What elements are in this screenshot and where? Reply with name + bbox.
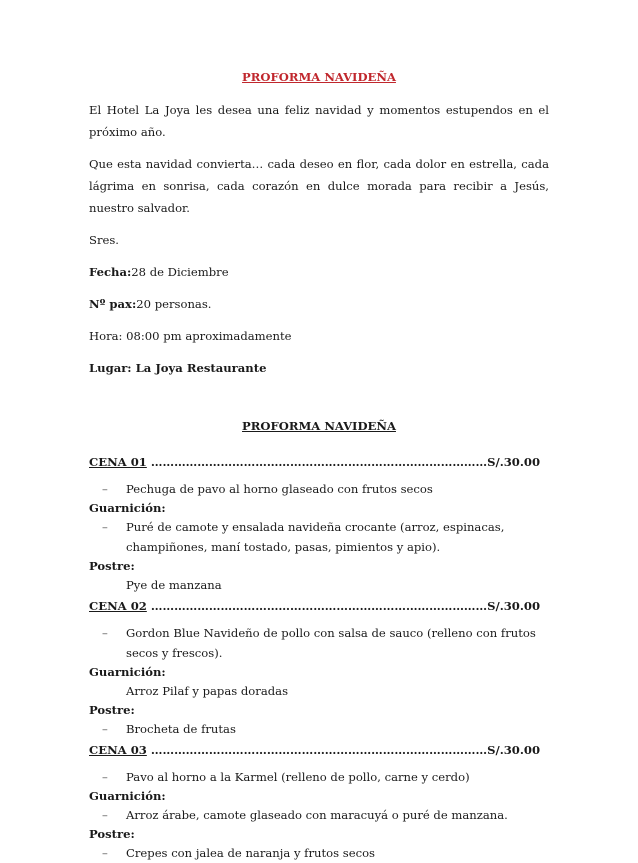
- menu-title: PROFORMA NAVIDEÑA: [242, 419, 396, 433]
- pax-value: 20 personas.: [136, 297, 212, 311]
- dash-marker: –: [102, 520, 108, 534]
- dash-marker: –: [102, 626, 108, 640]
- guarnicion-text: Arroz árabe, camote glaseado con maracuyá o puré de manzana.: [126, 808, 508, 822]
- fecha-label: Fecha:: [89, 265, 132, 279]
- cena-heading: [89, 451, 549, 473]
- cena-price: S/.30.00: [487, 743, 541, 757]
- lugar-line: Lugar: La Joya Restaurante: [89, 361, 267, 375]
- fecha-line: [89, 261, 549, 283]
- fecha-value: 28 de Diciembre: [131, 265, 229, 279]
- cena-main-dish: [89, 767, 549, 787]
- postre-text: Brocheta de frutas: [126, 722, 236, 736]
- cena-main-dish: [89, 623, 549, 663]
- greeting: Sres.: [89, 233, 119, 247]
- postre-label: Postre:: [89, 827, 135, 841]
- cena-name: CENA 03: [89, 743, 147, 757]
- dish-text: Gordon Blue Navideño de pollo con salsa de sauco (relleno con frutos secos y frescos).: [126, 626, 536, 660]
- postre-text: Crepes con jalea de naranja y frutos secos: [126, 846, 375, 860]
- pax-label: Nº pax:: [89, 297, 137, 311]
- dash-marker: –: [102, 770, 108, 784]
- cena-postre: [89, 843, 549, 863]
- cena-postre: [89, 719, 549, 739]
- cena-guarnicion: [89, 805, 549, 825]
- postre-label: Postre:: [89, 703, 135, 717]
- dish-text: Pechuga de pavo al horno glaseado con frutos secos: [126, 482, 433, 496]
- cena-guarnicion: [89, 517, 549, 557]
- intro-paragraph-1: El Hotel La Joya les desea una feliz navidad y momentos estupendos en el próximo año.: [89, 103, 549, 139]
- cena-guarnicion: Arroz Pilaf y papas doradas: [126, 684, 289, 698]
- cena-price: S/.30.00: [487, 455, 541, 469]
- cena-heading: [89, 739, 549, 761]
- intro-paragraph-2: Que esta navidad convierta… cada deseo en flor, cada dolor en estrella, cada lágrima en sonrisa, cada corazón en dulce morada para recibir a Jesús, nuestro salvador.: [89, 157, 549, 215]
- guarnicion-label: Guarnición:: [89, 501, 166, 515]
- leader-dots: ……………………………………………………………………………: [150, 599, 488, 613]
- dash-marker: –: [102, 846, 108, 860]
- document-page: [89, 70, 549, 863]
- cena-heading: [89, 595, 549, 617]
- cena-name: CENA 01: [89, 455, 147, 469]
- document-title: PROFORMA NAVIDEÑA: [242, 70, 396, 84]
- leader-dots: ……………………………………………………………………………: [150, 743, 488, 757]
- hora-line: Hora: 08:00 pm aproximadamente: [89, 329, 292, 343]
- cena-postre: Pye de manzana: [126, 578, 222, 592]
- cena-main-dish: [89, 479, 549, 499]
- cena-price: S/.30.00: [487, 599, 541, 613]
- leader-dots: ……………………………………………………………………………: [150, 455, 488, 469]
- dash-marker: –: [102, 482, 108, 496]
- cena-name: CENA 02: [89, 599, 147, 613]
- dish-text: Pavo al horno a la Karmel (relleno de pollo, carne y cerdo): [126, 770, 470, 784]
- guarnicion-label: Guarnición:: [89, 789, 166, 803]
- guarnicion-text: Puré de camote y ensalada navideña crocante (arroz, espinacas, champiñones, maní tostado, pasas, pimientos y apio).: [126, 520, 505, 554]
- dash-marker: –: [102, 722, 108, 736]
- dash-marker: –: [102, 808, 108, 822]
- guarnicion-label: Guarnición:: [89, 665, 166, 679]
- pax-line: [89, 293, 549, 315]
- postre-label: Postre:: [89, 559, 135, 573]
